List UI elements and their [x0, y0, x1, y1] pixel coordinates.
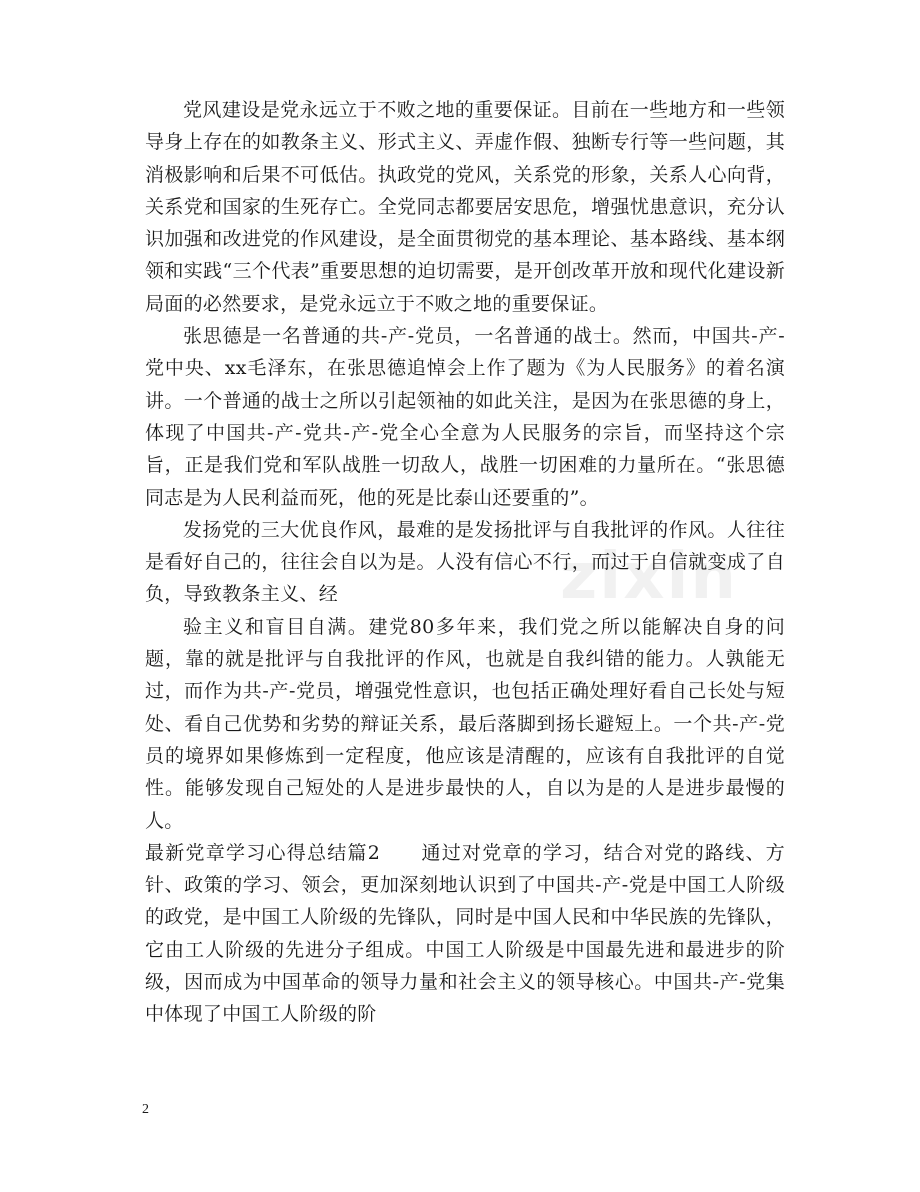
- page-number: 2: [142, 1102, 149, 1117]
- paragraph-article-2: 最新党章学习心得总结篇2 通过对党章的学习，结合对党的路线、方针、政策的学习、领会，更加深刻地认识到了中国共-产-党是中国工人阶级的政党，是中国工人阶级的先锋队，同时是中国人民和中华民族的先锋队，它由工人阶级的先进分子组成。中国工人阶级是中国最先进和最进步的阶级，因而成为中国革命的领导力量和社会主义的领导核心。中国共-产-党集中体现了中国工人阶级的阶: [145, 841, 785, 1026]
- paragraph-party-style: 党风建设是党永远立于不败之地的重要保证。目前在一些地方和一些领导身上存在的如教条主义、形式主义、弄虚作假、独断专行等一些问题，其消极影响和后果不可低估。执政党的党风，关系党的形象，关系人心向背，关系党和国家的生死存亡。全党同志都要居安思危，增强忧患意识，充分认识加强和改进党的作风建设，是全面贯彻党的基本理论、基本路线、基本纲领和实践“三个代表”重要思想的迫切需要，是开创改革开放和现代化建设新局面的必然要求，是党永远立于不败之地的重要保证。: [145, 99, 785, 315]
- paragraph-criticism: 发扬党的三大优良作风，最难的是发扬批评与自我批评的作风。人往往是看好自己的，往往会自以为是。人没有信心不行，而过于自信就变成了自负，导致教条主义、经: [145, 518, 785, 606]
- watermark: zixin: [560, 540, 738, 614]
- document-body: [145, 94, 785, 1031]
- paragraph-self-correction: 验主义和盲目自满。建党80多年来，我们党之所以能解决自身的问题，靠的就是批评与自我批评的作风，也就是自我纠错的能力。人孰能无过，而作为共-产-党员，增强党性意识，也包括正确处理好看自己长处与短处、看自己优势和劣势的辩证关系，最后落脚到扬长避短上。一个共-产-党员的境界如果修炼到一定程度，他应该是清醒的，应该有自我批评的自觉性。能够发现自己短处的人是进步最快的人，自以为是的人是进步最慢的人。: [145, 615, 785, 832]
- paragraph-zhang-side: 张思德是一名普通的共-产-党员，一名普通的战士。然而，中国共-产-党中央、xx毛泽东，在张思德追悼会上作了题为《为人民服务》的着名演讲。一个普通的战士之所以引起领袖的如此关注，是因为在张思德的身上，体现了中国共-产-党共-产-党全心全意为人民服务的宗旨，而坚持这个宗旨，正是我们党和军队战胜一切敌人，战胜一切困难的力量所在。“张思德同志是为人民利益而死，他的死是比泰山还要重的”。: [145, 325, 785, 509]
